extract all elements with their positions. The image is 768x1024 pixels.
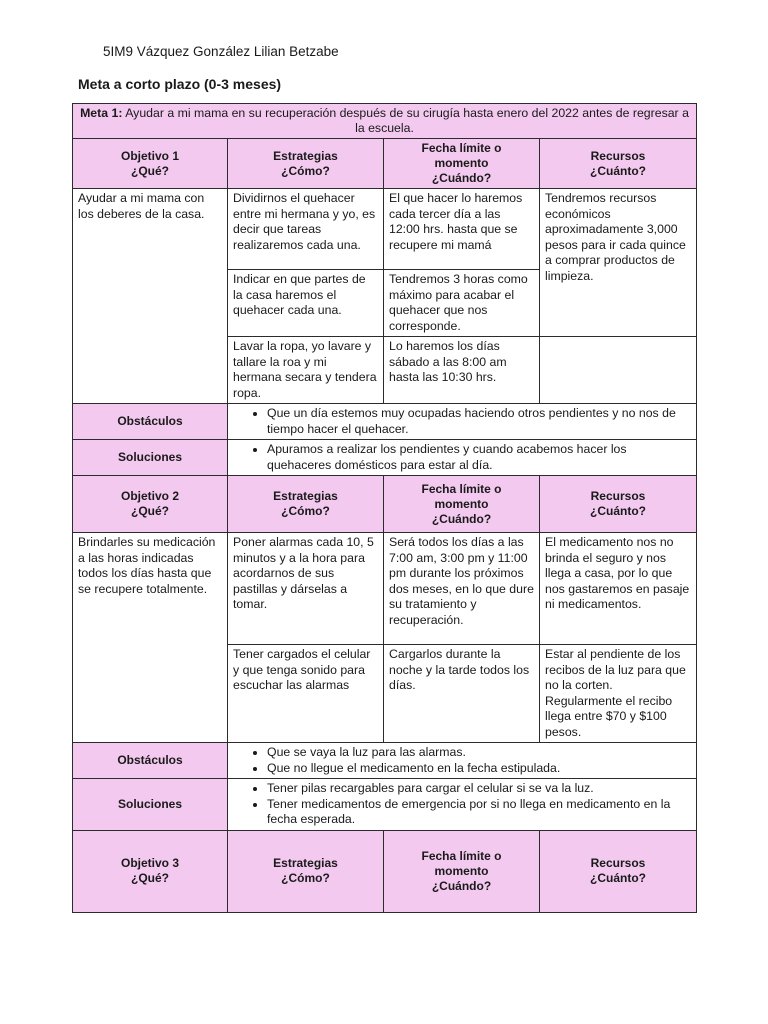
obstacles-list (228, 743, 697, 779)
table-row (73, 189, 697, 270)
obstacles-row (73, 404, 697, 440)
resources-cell: Tendremos recursos económicos aproximadamente 3,000 pesos para ir cada quince a comprar productos de limpieza. (540, 189, 697, 337)
solutions-row (73, 440, 697, 476)
strategies-header: Estrategias ¿Cómo? (228, 830, 384, 912)
strategy-cell: Dividirnos el quehacer entre mi hermana y yo, es decir que tareas realizaremos cada una. (228, 189, 384, 270)
strategy-cell: Indicar en que partes de la casa haremos el quehacer cada una. (228, 270, 384, 337)
list-item: • Que no llegue el medicamento en la fecha estipulada. (267, 761, 691, 777)
solutions-list (228, 779, 697, 831)
deadline-cell: Lo haremos los días sábado a las 8:00 am hasta las 10:30 hrs. (384, 337, 540, 404)
resources-header: Recursos ¿Cuánto? (540, 830, 697, 912)
solutions-row (73, 779, 697, 831)
deadline-cell: Será todos los días a las 7:00 am, 3:00 pm y 11:00 pm durante los próximos dos meses, en lo que dure su tratamiento y recuperación. (384, 533, 540, 645)
list-item: • Tener pilas recargables para cargar el celular si se va la luz. (267, 781, 691, 797)
solutions-list (228, 440, 697, 476)
deadline-header: Fecha límite o momento ¿Cuándo? (384, 139, 540, 189)
deadline-header: Fecha límite o momento ¿Cuándo? (384, 830, 540, 912)
list-item: • Que se vaya la luz para las alarmas. (267, 745, 691, 761)
empty-cell (540, 337, 697, 404)
strategy-cell: Poner alarmas cada 10, 5 minutos y a la hora para acordarnos de sus pastillas y dárselas a tomar. (228, 533, 384, 645)
deadline-cell: Tendremos 3 horas como máximo para acabar el quehacer que nos corresponde. (384, 270, 540, 337)
strategies-header: Estrategias ¿Cómo? (228, 139, 384, 189)
objective-header-row (73, 830, 697, 912)
list-item: • Apuramos a realizar los pendientes y cuando acabemos hacer los quehaceres domésticos para estar al día. (267, 442, 691, 473)
objective-header-row (73, 139, 697, 189)
list-item: • Que un día estemos muy ocupadas haciendo otros pendientes y no nos de tiempo hacer el quehacer. (267, 406, 691, 437)
section-title: Meta a corto plazo (0-3 meses) (78, 76, 282, 92)
resources-header: Recursos ¿Cuánto? (540, 139, 697, 189)
document-header: 5IM9 Vázquez González Lilian Betzabe (103, 44, 339, 59)
resources-cell: El medicamento nos no brinda el seguro y nos llega a casa, por lo que nos gastaremos en pasaje ni medicamentos. (540, 533, 697, 645)
list-item: • Tener medicamentos de emergencia por si no llega en medicamento en la fecha esperada. (267, 797, 691, 828)
resources-header: Recursos ¿Cuánto? (540, 476, 697, 533)
objective-3-header: Objetivo 3 ¿Qué? (73, 830, 228, 912)
objective-2-description: Brindarles su medicación a las horas indicadas todos los días hasta que se recupere totalmente. (73, 533, 228, 743)
strategy-cell: Lavar la ropa, yo lavare y tallare la roa y mi hermana secara y tendera ropa. (228, 337, 384, 404)
obstacles-label: Obstáculos (73, 404, 228, 440)
objective-header-row (73, 476, 697, 533)
obstacles-list (228, 404, 697, 440)
objective-1-description: Ayudar a mi mama con los deberes de la casa. (73, 189, 228, 404)
table-row (73, 533, 697, 645)
objective-2-header: Objetivo 2 ¿Qué? (73, 476, 228, 533)
solutions-label: Soluciones (73, 779, 228, 831)
deadline-cell: Cargarlos durante la noche y la tarde todos los días. (384, 645, 540, 743)
obstacles-label: Obstáculos (73, 743, 228, 779)
goal-plan-table (72, 103, 697, 913)
solutions-label: Soluciones (73, 440, 228, 476)
goal-text: Ayudar a mi mama en su recuperación después de su cirugía hasta enero del 2022 antes de regresar a la escuela. (125, 106, 689, 135)
deadline-header: Fecha límite o momento ¿Cuándo? (384, 476, 540, 533)
strategy-cell: Tener cargados el celular y que tenga sonido para escuchar las alarmas (228, 645, 384, 743)
obstacles-row (73, 743, 697, 779)
goal-label: Meta 1: (80, 106, 123, 120)
goal-banner (73, 104, 697, 139)
strategies-header: Estrategias ¿Cómo? (228, 476, 384, 533)
deadline-cell: El que hacer lo haremos cada tercer día a las 12:00 hrs. hasta que se recupere mi mamá (384, 189, 540, 270)
resources-cell: Estar al pendiente de los recibos de la luz para que no la corten. Regularmente el recibo llega entre $70 y $100 pesos. (540, 645, 697, 743)
objective-1-header: Objetivo 1 ¿Qué? (73, 139, 228, 189)
